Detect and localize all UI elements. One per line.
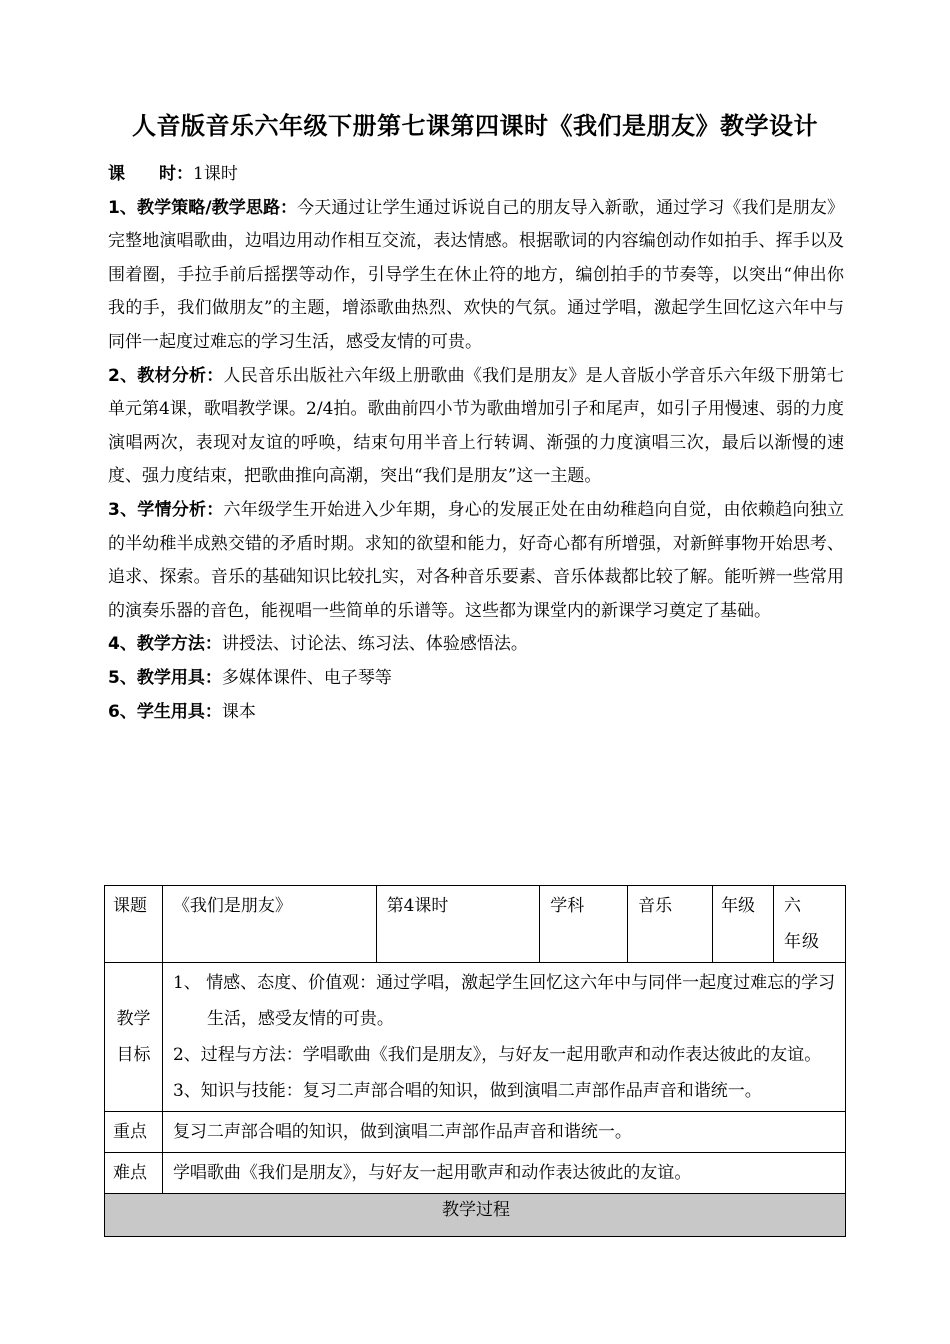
section-teaching-tools <box>108 662 844 696</box>
difficulty-label-cell: 难点 <box>105 1153 163 1194</box>
section-student-analysis <box>108 494 844 628</box>
grade-label-cell: 年级 <box>713 886 774 963</box>
key-point-text-cell: 复习二声部合唱的知识，做到演唱二声部作品声音和谐统一。 <box>162 1112 845 1153</box>
goals-label-cell: 教学目标 <box>105 963 163 1112</box>
section-strategy <box>108 192 844 360</box>
process-header-row <box>105 1194 846 1237</box>
section-text: 六年级学生开始进入少年期，身心的发展正处在由幼稚趋向自觉，由依赖趋向独立的半幼稚半成熟交错的矛盾时期。求知的欲望和能力，好奇心都有所增强，对新鲜事物开始思考、追求、探索。音乐的基础知识比较扎实，对各种音乐要素、音乐体裁都比较了解。能听辨一些常用的演奏乐器的音色，能视唱一些简单的乐谱等。这些都为课堂内的新课学习奠定了基础。 <box>108 499 844 621</box>
table-header-row <box>105 886 846 963</box>
section-label: 1、教学策略/教学思路： <box>108 197 298 218</box>
period-cell: 第4课时 <box>376 886 540 963</box>
section-label: 2、教材分析： <box>108 365 224 386</box>
goal-item: 1、 情感、态度、价值观：通过学唱，激起学生回忆这六年中与同伴一起度过难忘的学习生活，感受友情的可贵。 <box>172 973 836 1029</box>
section-text: 人民音乐出版社六年级上册歌曲《我们是朋友》是人音版小学音乐六年级下册第七单元第4课，歌唱教学课。2/4拍。歌曲前四小节为歌曲增加引子和尾声，如引子用慢速、弱的力度演唱两次，表现对友谊的呼唤，结束句用半音上行转调、渐强的力度演唱三次，最后以渐慢的速度、强力度结束，把歌曲推向高潮，突出“我们是朋友”这一主题。 <box>108 365 844 487</box>
class-hours-line <box>108 158 844 192</box>
section-text: 讲授法、讨论法、练习法、体验感悟法。 <box>221 634 528 655</box>
goals-row <box>105 963 846 1112</box>
subject-label-cell: 学科 <box>540 886 628 963</box>
grade-value-cell: 六 年级 <box>774 886 846 963</box>
section-label: 6、学生用具： <box>108 701 222 722</box>
class-hours-value: 1课时 <box>193 164 238 184</box>
section-text: 多媒体课件、电子琴等 <box>221 667 392 688</box>
topic-value-cell: 《我们是朋友》 <box>162 886 376 963</box>
lesson-plan-table <box>104 885 846 1237</box>
topic-label-cell: 课题 <box>105 886 163 963</box>
section-student-tools <box>108 696 844 730</box>
section-text: 今天通过让学生通过诉说自己的朋友导入新歌，通过学习《我们是朋友》完整地演唱歌曲，边唱边用动作相互交流，表达情感。根据歌词的内容编创动作如拍手、挥手以及围着圈，手拉手前后摇摆等动作，引导学生在休止符的地方，编创拍手的节奏等，以突出“伸出你我的手，我们做朋友”的主题，增添歌曲热烈、欢快的气氛。通过学唱，激起学生回忆这六年中与同伴一起度过难忘的学习生活，感受友情的可贵。 <box>108 197 844 352</box>
section-label: 4、教学方法： <box>108 634 222 655</box>
section-material-analysis <box>108 360 844 494</box>
goal-item: 2、过程与方法：学唱歌曲《我们是朋友》，与好友一起用歌声和动作表达彼此的友谊。 <box>172 1045 822 1065</box>
document-title: 人音版音乐六年级下册第七课第四课时《我们是朋友》教学设计 <box>132 112 818 140</box>
section-label: 5、教学用具： <box>108 667 222 688</box>
key-point-label-cell: 重点 <box>105 1112 163 1153</box>
subject-value-cell: 音乐 <box>628 886 713 963</box>
section-label: 3、学情分析： <box>108 499 224 520</box>
goal-item: 3、知识与技能：复习二声部合唱的知识，做到演唱二声部作品声音和谐统一。 <box>172 1081 762 1101</box>
class-hours-label: 课 时： <box>108 164 193 184</box>
document-body <box>108 158 844 729</box>
teaching-process-header: 教学过程 <box>105 1194 846 1237</box>
key-point-row <box>105 1112 846 1153</box>
difficulty-row <box>105 1153 846 1194</box>
goals-content-cell <box>162 963 845 1112</box>
difficulty-text-cell: 学唱歌曲《我们是朋友》，与好友一起用歌声和动作表达彼此的友谊。 <box>162 1153 845 1194</box>
section-text: 课本 <box>221 701 256 722</box>
section-methods <box>108 628 844 662</box>
